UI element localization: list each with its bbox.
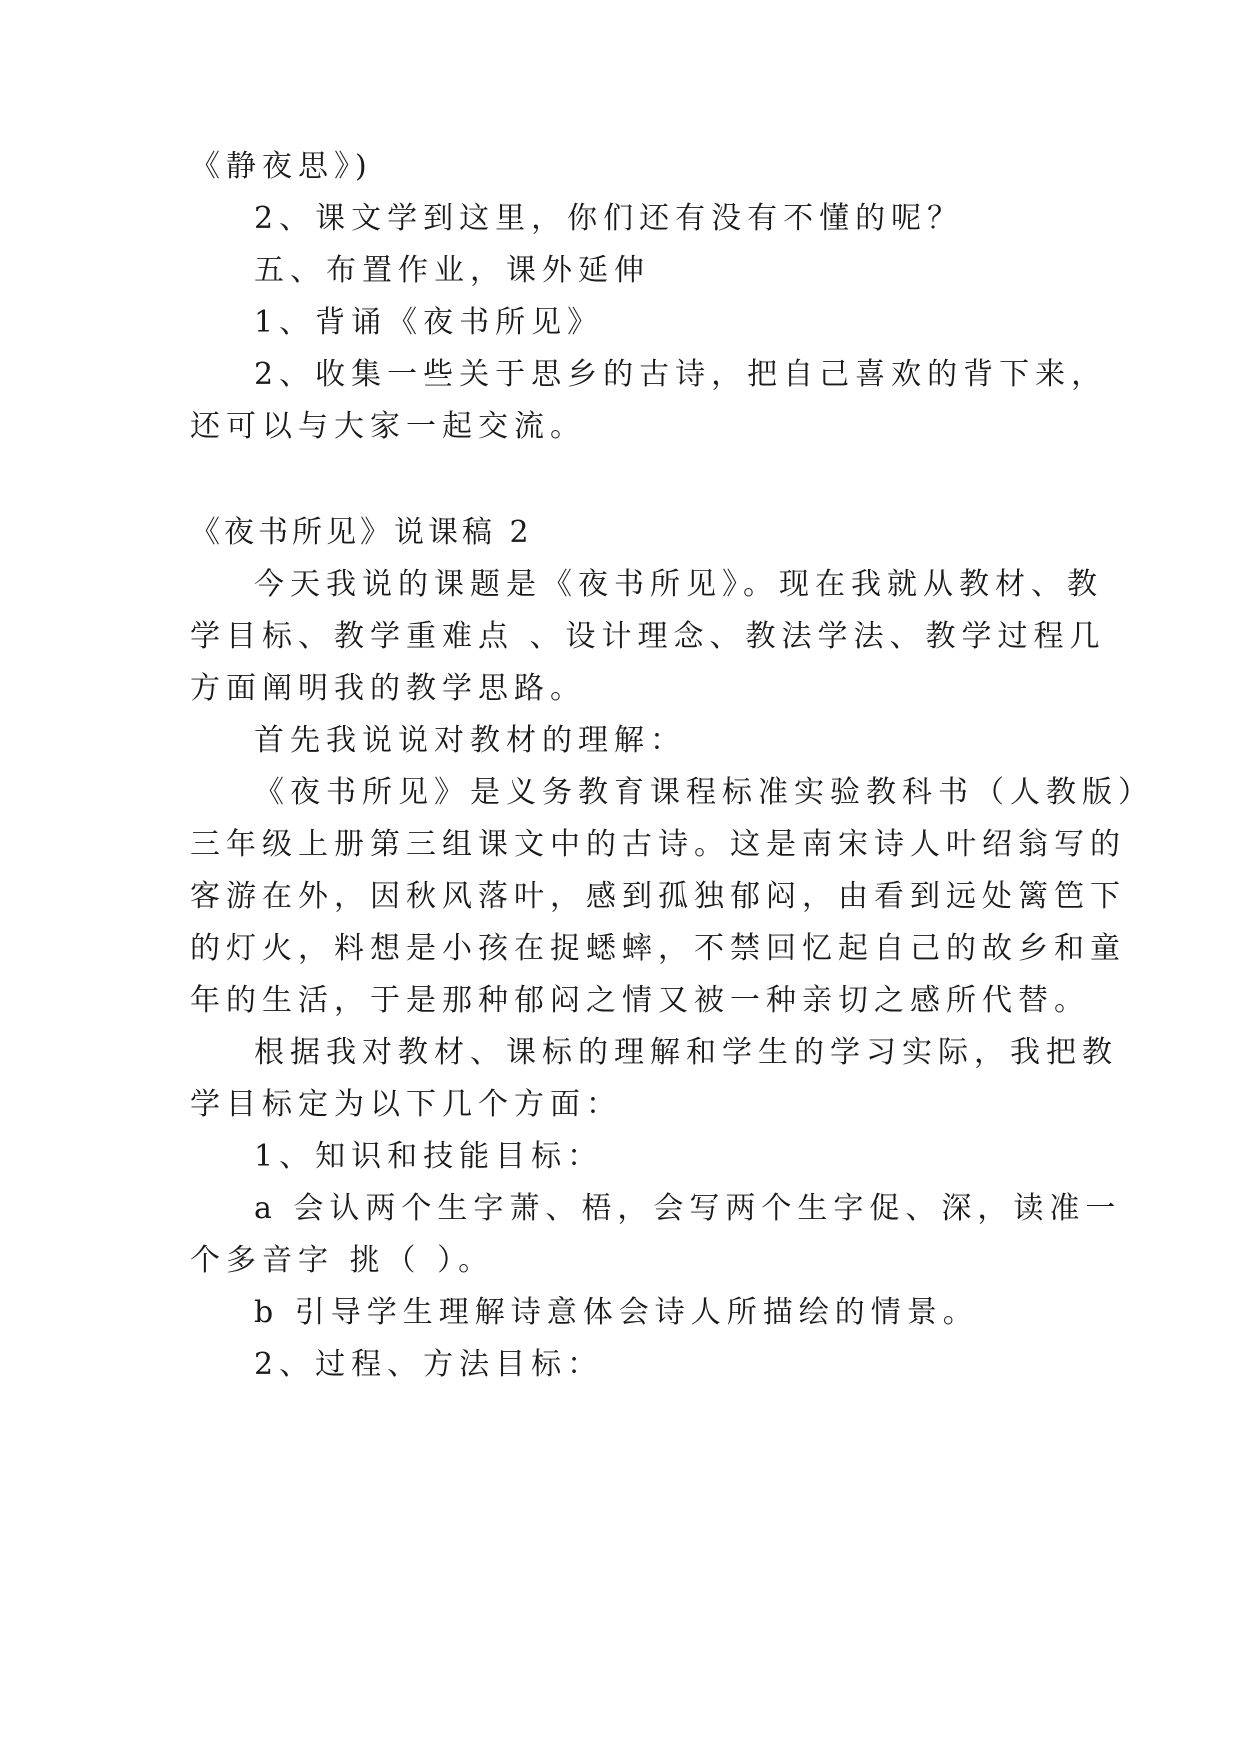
text-line: 《夜书所见》是义务教育课程标准实验教科书（人教版） bbox=[254, 775, 1154, 810]
text-line: 1、知识和技能目标： bbox=[254, 1139, 604, 1174]
text-line: 今天我说的课题是《夜书所见》。现在我就从教材、教 bbox=[254, 567, 1103, 602]
text-line: 《静夜思》) bbox=[190, 149, 373, 184]
text-line: 学目标、教学重难点 、设计理念、教法学法、教学过程几 bbox=[190, 619, 1106, 654]
text-line: 三年级上册第三组课文中的古诗。这是南宋诗人叶绍翁写的 bbox=[190, 827, 1126, 862]
text-line: 根据我对教材、课标的理解和学生的学习实际，我把教 bbox=[254, 1035, 1118, 1070]
section-heading: 五、布置作业，课外延伸 bbox=[254, 253, 650, 288]
text-line: 2、收集一些关于思乡的古诗，把自己喜欢的背下来， bbox=[254, 357, 1108, 392]
text-line: 客游在外，因秋风落叶，感到孤独郁闷，由看到远处篱笆下 bbox=[190, 879, 1126, 914]
text-line: 方面阐明我的教学思路。 bbox=[190, 671, 586, 706]
text-line: b 引导学生理解诗意体会诗人所描绘的情景。 bbox=[254, 1295, 979, 1330]
text-line: 2、课文学到这里，你们还有没有不懂的呢？ bbox=[254, 201, 964, 236]
text-line: 的灯火，料想是小孩在捉蟋蟀，不禁回忆起自己的故乡和童 bbox=[190, 931, 1126, 966]
text-line: 首先我说说对教材的理解： bbox=[254, 723, 686, 758]
text-line: 1、背诵《夜书所见》 bbox=[254, 305, 604, 340]
text-line: 学目标定为以下几个方面： bbox=[190, 1087, 622, 1122]
text-line: 个多音字 挑（ ）。 bbox=[190, 1243, 495, 1278]
text-line: 还可以与大家一起交流。 bbox=[190, 409, 586, 444]
document-title: 《夜书所见》说课稿 2 bbox=[190, 515, 533, 550]
text-line: a 会认两个生字萧、梧，会写两个生字促、深，读准一 bbox=[254, 1191, 1122, 1226]
text-line: 2、过程、方法目标： bbox=[254, 1347, 604, 1382]
text-line: 年的生活，于是那种郁闷之情又被一种亲切之感所代替。 bbox=[190, 983, 1090, 1018]
